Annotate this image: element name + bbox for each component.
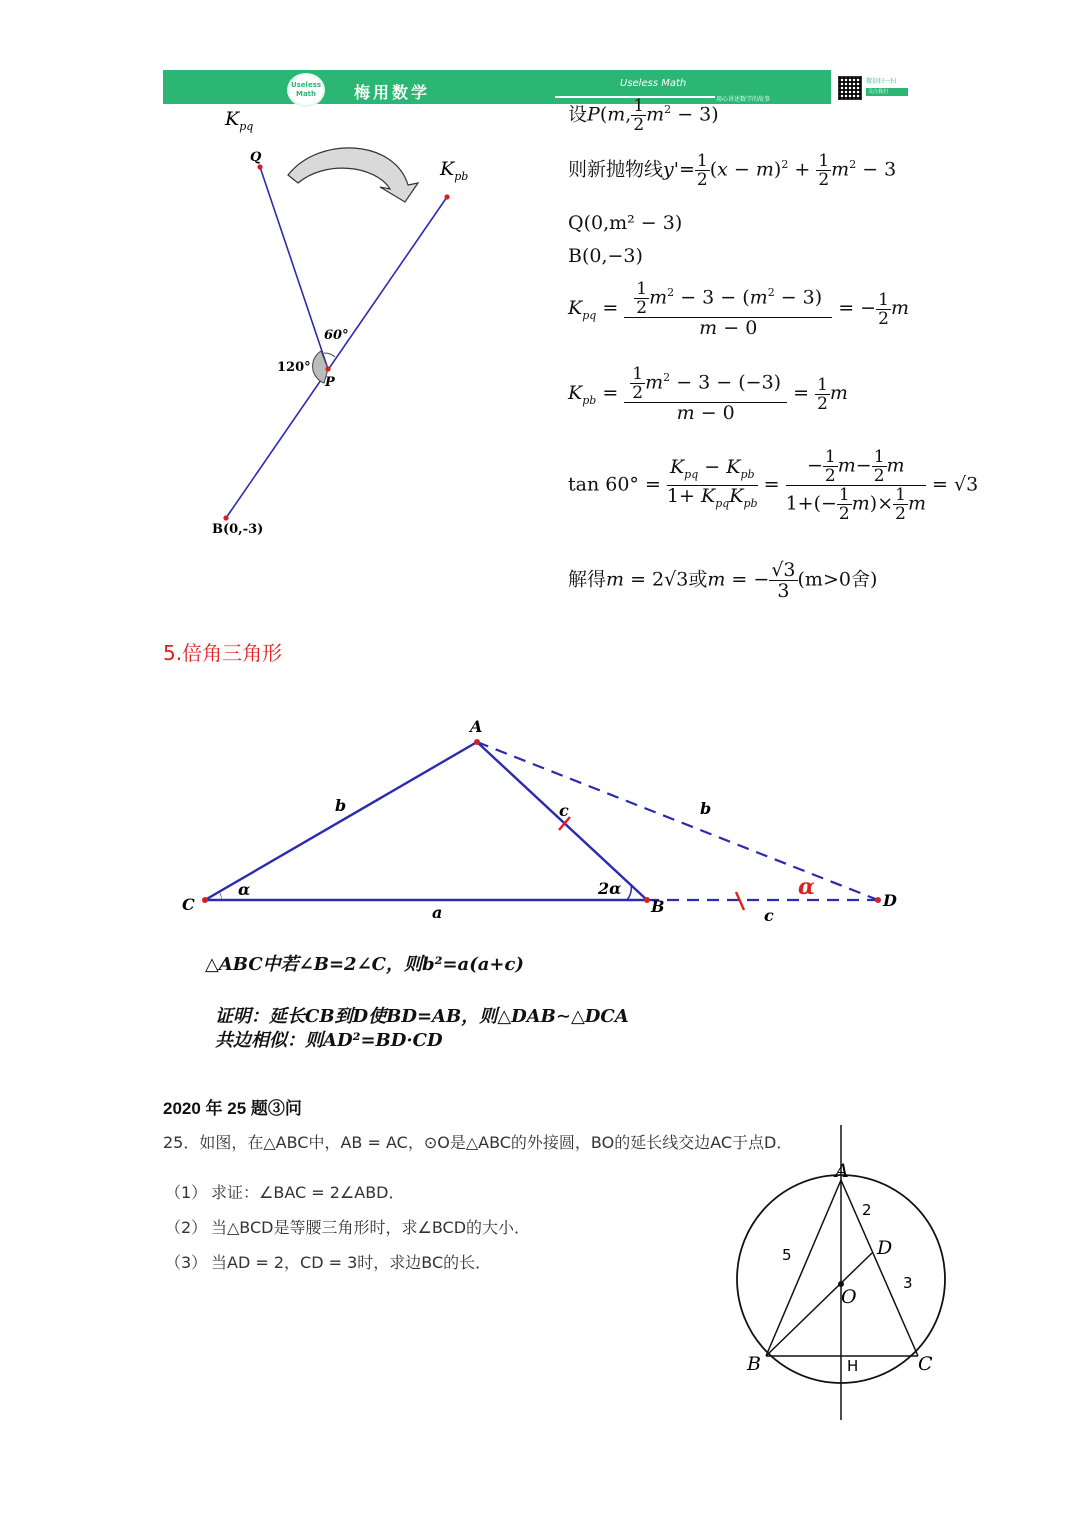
wechat-button[interactable]: 关注我们 (866, 88, 908, 96)
point-p (325, 366, 330, 371)
item-number: （1） (165, 1183, 208, 1202)
brand-logo-text: Useless Math (290, 81, 322, 98)
point-c (202, 897, 208, 903)
label-length-cd: 3 (903, 1274, 913, 1292)
label-c-vertex: C (182, 895, 195, 914)
problem-item (165, 1250, 491, 1273)
label-h: H (847, 1357, 859, 1375)
label-b-vertex: B (651, 897, 665, 916)
label-side-a: a (432, 903, 443, 922)
rotate-arrow-icon (288, 148, 418, 202)
label-d: D (877, 1237, 893, 1259)
label-angle-120: 120° (277, 360, 311, 375)
label-side-c-bottom: c (764, 906, 774, 925)
slope-diagram (200, 105, 500, 545)
item-text: 求证：∠BAC = 2∠ABD． (211, 1183, 405, 1202)
label-kpq: $K_{pq}$ (225, 108, 254, 133)
item-number: （2） (165, 1218, 208, 1237)
segment-kpb-b (226, 197, 447, 518)
label-side-c: c (559, 801, 569, 820)
label-alpha: α (238, 880, 251, 899)
problem-stem: 25．如图，在△ABC中，AB = AC，⊙O是△ABC的外接圆，BO的延长线交边AC于点D． (163, 1133, 793, 1152)
side-ad-dashed (477, 742, 878, 900)
line1-prefix: 设 (568, 103, 588, 126)
label-q: Q (250, 150, 262, 165)
label-d-vertex: D (883, 891, 897, 910)
brand-name-cn: 梅用数学 (354, 83, 431, 102)
circumcircle-diagram (725, 1125, 955, 1425)
side-ab (766, 1180, 841, 1356)
side-ab (477, 742, 647, 900)
side-ac (841, 1180, 918, 1356)
label-c: C (918, 1353, 933, 1375)
label-angle-60: 60° (324, 328, 349, 343)
side-ca (205, 742, 477, 900)
point-a (474, 739, 480, 745)
wechat-label: 微信扫一扫 (866, 78, 897, 85)
section-5-title: 5.倍角三角形 (163, 641, 283, 665)
point-b (223, 515, 228, 520)
point-b (644, 897, 650, 903)
label-a-vertex: A (470, 717, 483, 736)
brand-name-en: Useless Math (620, 78, 687, 89)
label-kpb: $K_{pb}$ (440, 158, 469, 183)
point-d (875, 897, 881, 903)
double-angle-triangle-diagram (170, 710, 910, 930)
line8-or: 或 (688, 568, 708, 591)
label-alpha-red: α (798, 874, 815, 900)
point-kpb (444, 194, 449, 199)
derivation-line-3: Q(0,m² − 3) (568, 212, 683, 234)
angle-60-marker (324, 353, 335, 357)
derivation-line-2: 则新抛物线y'= $\frac{1}{2}$ $(x - m)^2$ + $\frac{1}{2}$ $m^2 - 3$ (568, 151, 897, 190)
derivation-line-6: $K_{pb}$ = $\frac{1}{2}$ $m^2 - 3 - (-3)$ m − 0 = $\frac{1}{2}$ m (568, 364, 848, 424)
line8-cond: (m>0舍) (797, 568, 878, 591)
item-text: 当△BCD是等腰三角形时，求∠BCD的大小． (211, 1218, 531, 1237)
proof-line-1: 证明：延长CB到D使BD=AB，则△DAB∼△DCA (215, 1006, 629, 1027)
qr-code-icon (838, 76, 862, 100)
derivation-line-7: tan 60° = $\frac{K_{pq} - K_{pb}}{1+ K_{pq}K_{pb}}$ = − $\frac{1}{2}$ m− $\frac{1}{2}$ m 1+(− $\frac{1}{2}$ m)× $\frac{1}{2}$ m = √3 (568, 447, 979, 524)
problem-item (165, 1215, 530, 1238)
derivation-line-4: B(0,−3) (568, 245, 643, 267)
proof-line-2: 共边相似：则AD²=BD·CD (215, 1030, 443, 1051)
angle-b-marker (627, 884, 631, 900)
point-q (257, 164, 262, 169)
label-length-ab: 5 (782, 1246, 792, 1264)
line8-prefix: 解得 (568, 568, 607, 591)
label-b: B(0,-3) (212, 522, 264, 537)
label-o: O (841, 1286, 857, 1308)
label-a: A (835, 1160, 849, 1182)
item-number: （3） (165, 1253, 208, 1272)
label-length-ad: 2 (862, 1201, 872, 1219)
label-two-alpha: 2α (598, 879, 622, 898)
label-side-b-dashed: b (700, 799, 712, 818)
segment-qp (260, 167, 328, 369)
label-p: P (325, 375, 335, 390)
theorem-statement: △ABC中若∠B=2∠C，则b²=a(a+c) (205, 954, 524, 975)
derivation-line-5: $K_{pq}$ = $\frac{1}{2}$ $m^2 - 3 - (m^2 - 3)$ m − 0 = − $\frac{1}{2}$ m (568, 279, 909, 339)
derivation-line-1: 设P(m, $\frac{1}{2}$ $m^2 - 3$) (568, 96, 719, 135)
item-text: 当AD = 2，CD = 3时，求边BC的长． (211, 1253, 492, 1272)
brand-slogan: 用心讲述数学的故事 (716, 96, 771, 103)
line2-prefix: 则新抛物线 (568, 158, 664, 181)
brand-logo (287, 73, 325, 107)
problem-item (165, 1180, 405, 1203)
label-b: B (747, 1353, 761, 1375)
derivation-line-8: 解得m = 2√3或m = − $\frac{√3}{3}$ (m>0舍) (568, 559, 878, 602)
problem-title: 2020 年 25 题③问 (163, 1099, 302, 1118)
label-side-b: b (335, 796, 347, 815)
